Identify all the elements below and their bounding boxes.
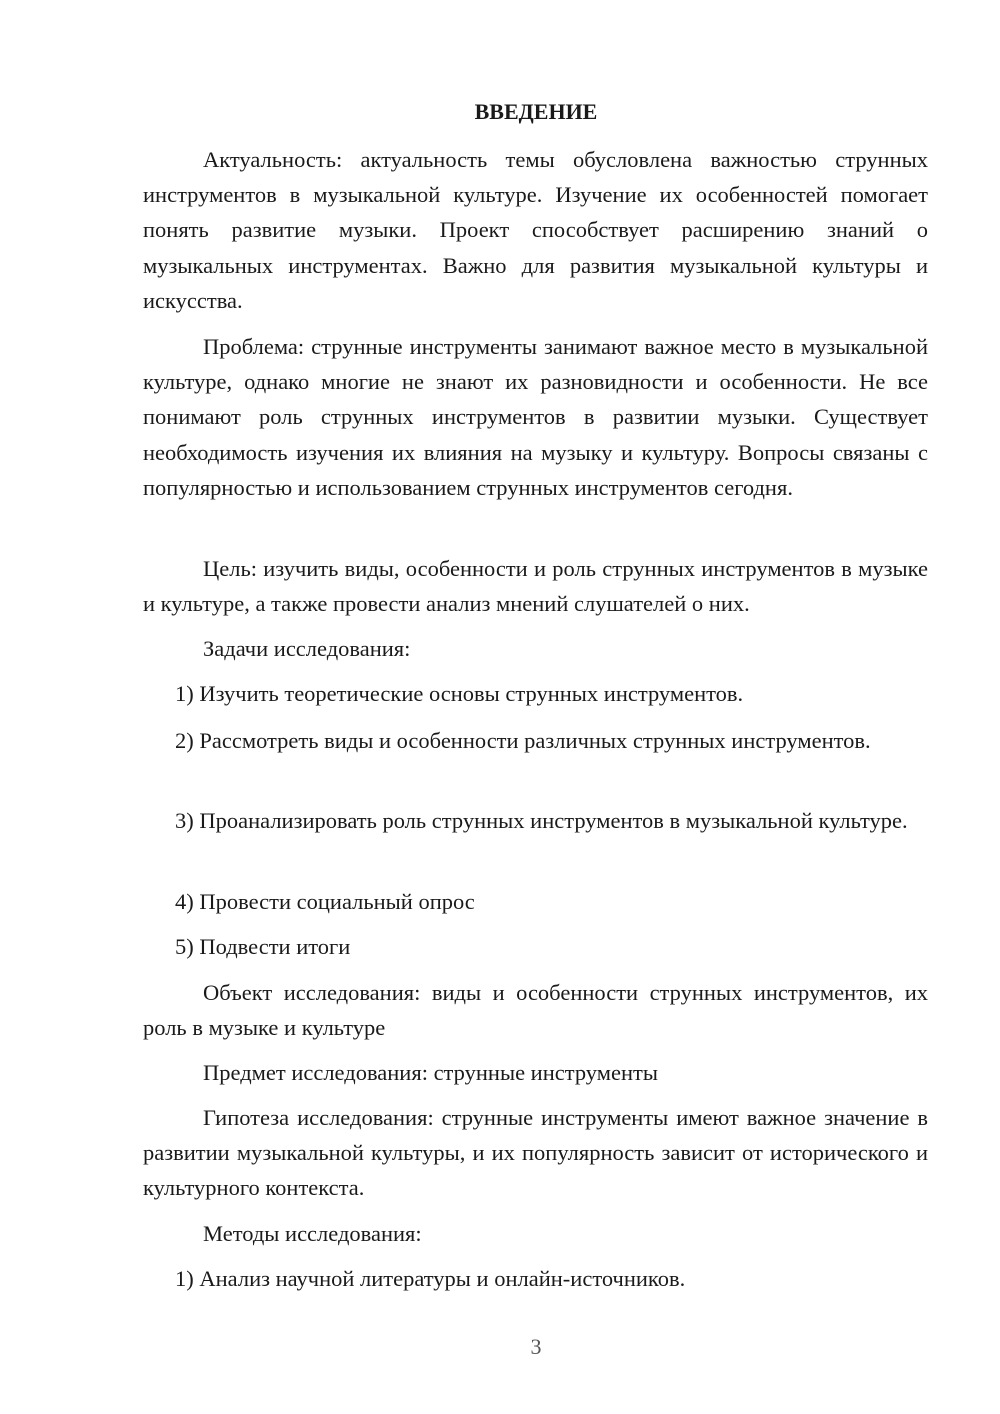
list-item-task-1: 1) Изучить теоретические основы струнных инструментов. — [175, 681, 744, 706]
paragraph-goal: Цель: изучить виды, особенности и роль струнных инструментов в музыке и культуре, а также провести анализ мнений слушателей о них. — [143, 556, 928, 617]
paragraph-relevance: Актуальность: актуальность темы обусловлена важностью струнных инструментов в музыкальной культуре. Изучение их особенностей помогает понять развитие музыки. Проект способствует расширению знаний о музыкальных инструментах. Важно для развития музыкальной культуры и искусства. — [143, 147, 928, 313]
list-item-task-5: 5) Подвести итоги — [175, 934, 351, 959]
paragraph-subject: Предмет исследования: струнные инструменты — [203, 1060, 658, 1085]
paragraph-hypothesis: Гипотеза исследования: струнные инструменты имеют важное значение в развитии музыкальной культуры, и их популярность зависит от исторического и культурного контекста. — [143, 1105, 928, 1201]
list-item-task-4: 4) Провести социальный опрос — [175, 889, 475, 914]
paragraph-object: Объект исследования: виды и особенности струнных инструментов, их роль в музыке и культуре — [143, 980, 928, 1041]
paragraph-methods-title: Методы исследования: — [203, 1221, 422, 1246]
list-item-task-2: 2) Рассмотреть виды и особенности различных струнных инструментов. — [175, 728, 871, 753]
page-number: 3 — [530, 1334, 542, 1359]
paragraph-problem: Проблема: струнные инструменты занимают важное место в музыкальной культуре, однако многие не знают их разновидности и особенности. Не все понимают роль струнных инструментов в развитии музыки. Существует необходимость изучения их влияния на музыку и культуру. Вопросы связаны с популярностью и использованием струнных инструментов сегодня. — [143, 334, 928, 500]
list-item-task-3: 3) Проанализировать роль струнных инструментов в музыкальной культуре. — [175, 808, 908, 833]
section-heading: ВВЕДЕНИЕ — [474, 99, 598, 124]
paragraph-tasks-title: Задачи исследования: — [203, 636, 411, 661]
list-item-method-1: 1) Анализ научной литературы и онлайн-источников. — [175, 1266, 686, 1291]
